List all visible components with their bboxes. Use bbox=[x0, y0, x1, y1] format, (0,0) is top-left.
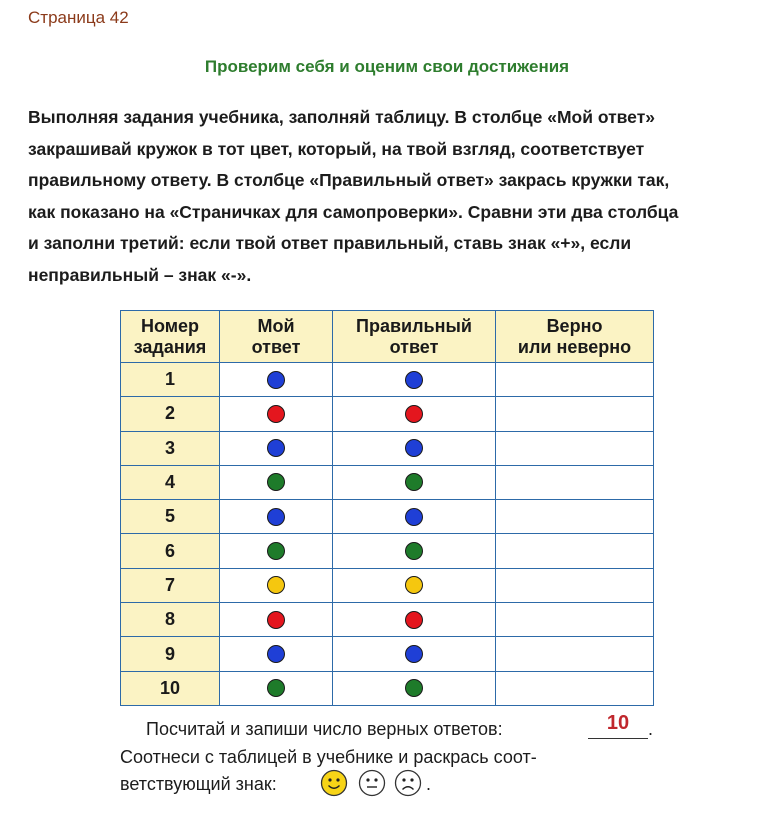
answer-count-field[interactable] bbox=[588, 738, 648, 739]
correct-answer-circle bbox=[405, 371, 423, 389]
table-row bbox=[121, 671, 654, 705]
answer-count: 10 bbox=[606, 712, 630, 734]
right-or-wrong-cell[interactable] bbox=[496, 397, 654, 431]
correct-answer-circle bbox=[405, 679, 423, 697]
right-or-wrong-cell[interactable] bbox=[496, 637, 654, 671]
answers-table bbox=[120, 310, 654, 706]
right-or-wrong-cell[interactable] bbox=[496, 363, 654, 397]
my-answer-cell bbox=[220, 431, 333, 465]
task-number: 9 bbox=[121, 637, 220, 671]
correct-answer-circle bbox=[405, 405, 423, 423]
page-number: Страница 42 bbox=[28, 8, 129, 27]
header-line: ответ bbox=[251, 336, 301, 357]
instructions-line: как показано на «Страничках для самопроверки». Сравни эти два столбца bbox=[28, 201, 679, 222]
correct-answer-cell bbox=[333, 671, 496, 705]
correct-answer-cell bbox=[333, 603, 496, 637]
table-header-row bbox=[121, 311, 654, 363]
table-row bbox=[121, 568, 654, 602]
line-end-period: . bbox=[648, 719, 654, 739]
correct-answer-circle bbox=[405, 611, 423, 629]
table-row bbox=[121, 603, 654, 637]
table-row bbox=[121, 465, 654, 499]
correct-answer-cell bbox=[333, 534, 496, 568]
my-answer-cell bbox=[220, 363, 333, 397]
right-or-wrong-cell[interactable] bbox=[496, 671, 654, 705]
task-number: 7 bbox=[121, 568, 220, 602]
correct-answer-circle bbox=[405, 508, 423, 526]
correct-answer-cell bbox=[333, 500, 496, 534]
section-title: Проверим себя и оценим свои достижения bbox=[204, 57, 570, 76]
task-number: 1 bbox=[121, 363, 220, 397]
my-answer-circle[interactable] bbox=[267, 611, 285, 629]
my-answer-circle[interactable] bbox=[267, 439, 285, 457]
smiley-prompt-end: ветствующий знак: bbox=[120, 774, 277, 794]
table-row bbox=[121, 397, 654, 431]
correct-answer-cell bbox=[333, 397, 496, 431]
footer bbox=[120, 712, 660, 801]
happy-smiley-icon[interactable] bbox=[320, 769, 348, 797]
my-answer-cell bbox=[220, 534, 333, 568]
count-prompt: Посчитай и запиши число верных ответов: bbox=[146, 719, 503, 739]
task-number: 3 bbox=[121, 431, 220, 465]
header-line: Правильный bbox=[356, 315, 472, 336]
header-right-or-wrong bbox=[496, 311, 654, 363]
my-answer-cell bbox=[220, 637, 333, 671]
correct-answer-cell bbox=[333, 637, 496, 671]
right-or-wrong-cell[interactable] bbox=[496, 603, 654, 637]
instructions-line: неправильный – знак «-». bbox=[28, 264, 252, 285]
right-or-wrong-cell[interactable] bbox=[496, 568, 654, 602]
header-my-answer bbox=[220, 311, 333, 363]
right-or-wrong-cell[interactable] bbox=[496, 534, 654, 568]
neutral-smiley-icon[interactable] bbox=[358, 769, 386, 797]
instructions-line: Выполняя задания учебника, заполняй таблицу. В столбце «Мой ответ» bbox=[28, 107, 655, 127]
correct-answer-circle bbox=[405, 473, 423, 491]
correct-answer-cell bbox=[333, 465, 496, 499]
table-row bbox=[121, 500, 654, 534]
task-number: 5 bbox=[121, 500, 220, 534]
right-or-wrong-cell[interactable] bbox=[496, 465, 654, 499]
line-end-period: . bbox=[426, 774, 432, 794]
task-number: 2 bbox=[121, 397, 220, 431]
my-answer-cell bbox=[220, 671, 333, 705]
table-row bbox=[121, 431, 654, 465]
task-number: 8 bbox=[121, 603, 220, 637]
instructions-line: и заполни третий: если твой ответ правильный, ставь знак «+», если bbox=[28, 233, 632, 254]
correct-answer-cell bbox=[333, 568, 496, 602]
my-answer-cell bbox=[220, 603, 333, 637]
task-number: 6 bbox=[121, 534, 220, 568]
table-row bbox=[121, 363, 654, 397]
my-answer-circle[interactable] bbox=[267, 508, 285, 526]
header-line: Верно bbox=[546, 315, 603, 336]
smiley-prompt: Соотнеси с таблицей в учебнике и раскрась соот- bbox=[120, 747, 537, 767]
header-correct-answer bbox=[333, 311, 496, 363]
my-answer-circle[interactable] bbox=[267, 645, 285, 663]
instructions-line: правильному ответу. В столбце «Правильный ответ» закрась кружки так, bbox=[28, 170, 670, 191]
correct-answer-cell bbox=[333, 363, 496, 397]
header-line: или неверно bbox=[517, 336, 632, 357]
task-number: 10 bbox=[121, 671, 220, 705]
right-or-wrong-cell[interactable] bbox=[496, 431, 654, 465]
sad-smiley-icon[interactable] bbox=[394, 769, 422, 797]
correct-answer-circle bbox=[405, 645, 423, 663]
instructions bbox=[28, 102, 758, 292]
header-line: Мой bbox=[257, 315, 295, 336]
correct-answer-circle bbox=[405, 542, 423, 560]
my-answer-circle[interactable] bbox=[267, 679, 285, 697]
header-line: Номер bbox=[140, 315, 200, 336]
my-answer-circle[interactable] bbox=[267, 371, 285, 389]
my-answer-cell bbox=[220, 465, 333, 499]
header-task-number bbox=[121, 311, 220, 363]
right-or-wrong-cell[interactable] bbox=[496, 500, 654, 534]
correct-answer-circle bbox=[405, 576, 423, 594]
table-row bbox=[121, 637, 654, 671]
my-answer-circle[interactable] bbox=[267, 473, 285, 491]
correct-answer-cell bbox=[333, 431, 496, 465]
my-answer-circle[interactable] bbox=[267, 405, 285, 423]
my-answer-cell bbox=[220, 500, 333, 534]
task-number: 4 bbox=[121, 465, 220, 499]
my-answer-cell bbox=[220, 568, 333, 602]
my-answer-circle[interactable] bbox=[267, 542, 285, 560]
table-row bbox=[121, 534, 654, 568]
my-answer-cell bbox=[220, 397, 333, 431]
correct-answer-circle bbox=[405, 439, 423, 457]
header-line: ответ bbox=[389, 336, 439, 357]
my-answer-circle[interactable] bbox=[267, 576, 285, 594]
header-line: задания bbox=[133, 336, 207, 357]
instructions-line: закрашивай кружок в тот цвет, который, на твой взгляд, соответствует bbox=[28, 138, 645, 159]
